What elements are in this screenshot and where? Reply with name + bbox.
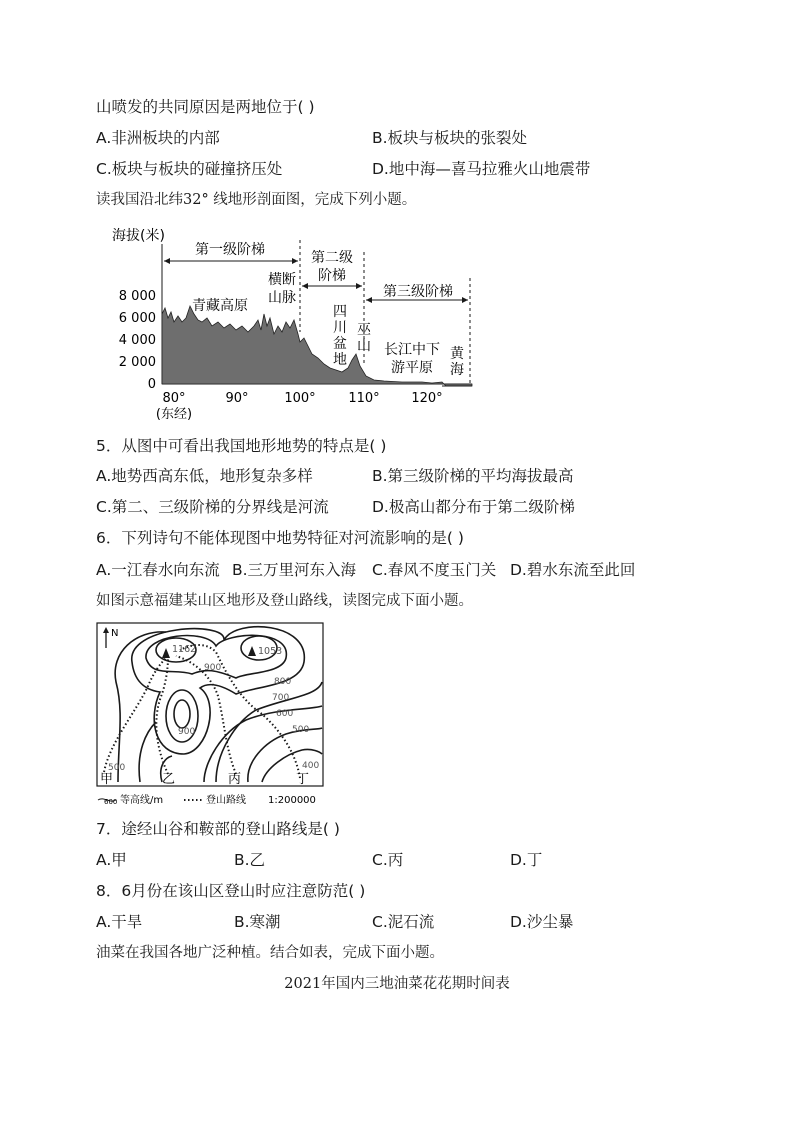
route-ding: 丁 — [296, 772, 310, 787]
contour-label: 700 — [272, 693, 290, 703]
profile-y-title: 海拔(米) — [112, 228, 165, 244]
q6-option-b: B.三万里河东入海 — [232, 561, 357, 579]
legend-route-label: 登山路线 — [206, 795, 246, 806]
q6-option-d: D.碧水东流至此回 — [510, 561, 636, 579]
contour-label: 500 — [292, 725, 310, 735]
y-tick: 4 000 — [118, 333, 156, 348]
label-yellow-sea: 海 — [450, 362, 464, 378]
option-a: A.非洲板块的内部 — [96, 129, 220, 147]
intro-profile: 读我国沿北纬32° 线地形剖面图，完成下列小题。 — [96, 192, 417, 208]
step-3-label: 第三级阶梯 — [383, 284, 453, 300]
contour-lines — [115, 627, 322, 782]
map-scale: 1:200000 — [268, 795, 316, 806]
q8-option-a: A.干旱 — [96, 913, 143, 931]
y-tick: 2 000 — [118, 355, 156, 370]
q5-option-d: D.极高山都分布于第二级阶梯 — [372, 498, 575, 516]
y-tick: 0 — [147, 377, 156, 392]
label-wushan: 巫 — [357, 322, 371, 338]
contour-label: 900 — [178, 727, 196, 737]
legend-contour-number: 600 — [104, 798, 118, 806]
route-jia: 甲 — [100, 772, 114, 787]
route-bing: 丙 — [228, 772, 242, 787]
y-tick: 6 000 — [118, 311, 156, 326]
hiking-routes — [104, 645, 300, 778]
intro-topo: 如图示意福建某山区地形及登山路线，读图完成下面小题。 — [96, 593, 473, 609]
q5-option-a: A.地势西高东低，地形复杂多样 — [96, 467, 313, 485]
peak-icon — [248, 646, 256, 656]
q8-option-c: C.泥石流 — [372, 913, 435, 931]
label-sichuan: 盆 — [333, 336, 347, 352]
step-2-label: 第二级 — [311, 250, 353, 266]
peak-elevation: 1162 — [172, 644, 197, 655]
x-tick: 90° — [225, 391, 249, 406]
x-tick: 80° — [162, 391, 186, 406]
label-hengduan-1: 横断 — [268, 272, 296, 288]
north-label: N — [111, 628, 119, 639]
label-yangtze-2: 游平原 — [391, 360, 433, 376]
label-sichuan: 川 — [333, 320, 347, 336]
q7-option-b: B.乙 — [234, 851, 266, 869]
x-tick: 120° — [411, 391, 443, 406]
q6-option-a: A.一江春水向东流 — [96, 561, 220, 579]
x-tick: 110° — [348, 391, 380, 406]
contour-label: 500 — [108, 763, 126, 773]
label-hengduan-2: 山脉 — [268, 290, 296, 306]
q8-option-b: B.寒潮 — [234, 913, 281, 931]
q6-stem: 6．下列诗句不能体现图中地势特征对河流影响的是( ) — [96, 529, 464, 547]
step-2-label-2: 阶梯 — [318, 268, 346, 284]
peak-icon — [162, 648, 170, 658]
q5-option-c: C.第二、三级阶梯的分界线是河流 — [96, 498, 329, 516]
q5-stem: 5．从图中可看出我国地形地势的特点是( ) — [96, 437, 387, 455]
x-unit: (东经) — [155, 407, 193, 422]
option-b: B.板块与板块的张裂处 — [372, 129, 528, 147]
label-sichuan: 四 — [333, 304, 347, 320]
question-stem-continuation: 山喷发的共同原因是两地位于( ) — [96, 98, 315, 116]
q7-option-c: C.丙 — [372, 851, 404, 869]
q5-option-b: B.第三级阶梯的平均海拔最高 — [372, 467, 574, 485]
intro-rapeseed: 油菜在我国各地广泛种植。结合如表，完成下面小题。 — [96, 945, 444, 961]
contour-label: 600 — [276, 709, 294, 719]
topographic-map-figure — [96, 622, 328, 810]
q7-option-a: A.甲 — [96, 851, 127, 869]
contour-label: 800 — [274, 677, 292, 687]
step-1-label: 第一级阶梯 — [195, 242, 265, 258]
q8-stem: 8．6月份在该山区登山时应注意防范( ) — [96, 882, 366, 900]
label-qinghai-tibet: 青藏高原 — [192, 298, 248, 314]
label-yangtze-1: 长江中下 — [384, 342, 440, 358]
terrain-profile-figure — [112, 222, 482, 422]
y-tick: 8 000 — [118, 289, 156, 304]
q7-stem: 7．途经山谷和鞍部的登山路线是( ) — [96, 820, 340, 838]
option-d: D.地中海—喜马拉雅火山地震带 — [372, 160, 591, 178]
contour-label: 900 — [204, 663, 222, 673]
route-yi: 乙 — [162, 772, 176, 787]
x-tick: 100° — [284, 391, 316, 406]
q6-option-c: C.春风不度玉门关 — [372, 561, 497, 579]
table-title: 2021年国内三地油菜花花期时间表 — [284, 976, 510, 992]
peak-elevation: 1053 — [258, 646, 283, 657]
contour-label: 400 — [302, 761, 320, 771]
label-sichuan: 地 — [333, 352, 347, 368]
label-yellow-sea: 黄 — [450, 346, 464, 362]
option-c: C.板块与板块的碰撞挤压处 — [96, 160, 283, 178]
q8-option-d: D.沙尘暴 — [510, 913, 574, 931]
label-wushan: 山 — [357, 338, 371, 354]
q7-option-d: D.丁 — [510, 851, 543, 869]
legend-contour-label: 等高线/m — [120, 795, 164, 806]
